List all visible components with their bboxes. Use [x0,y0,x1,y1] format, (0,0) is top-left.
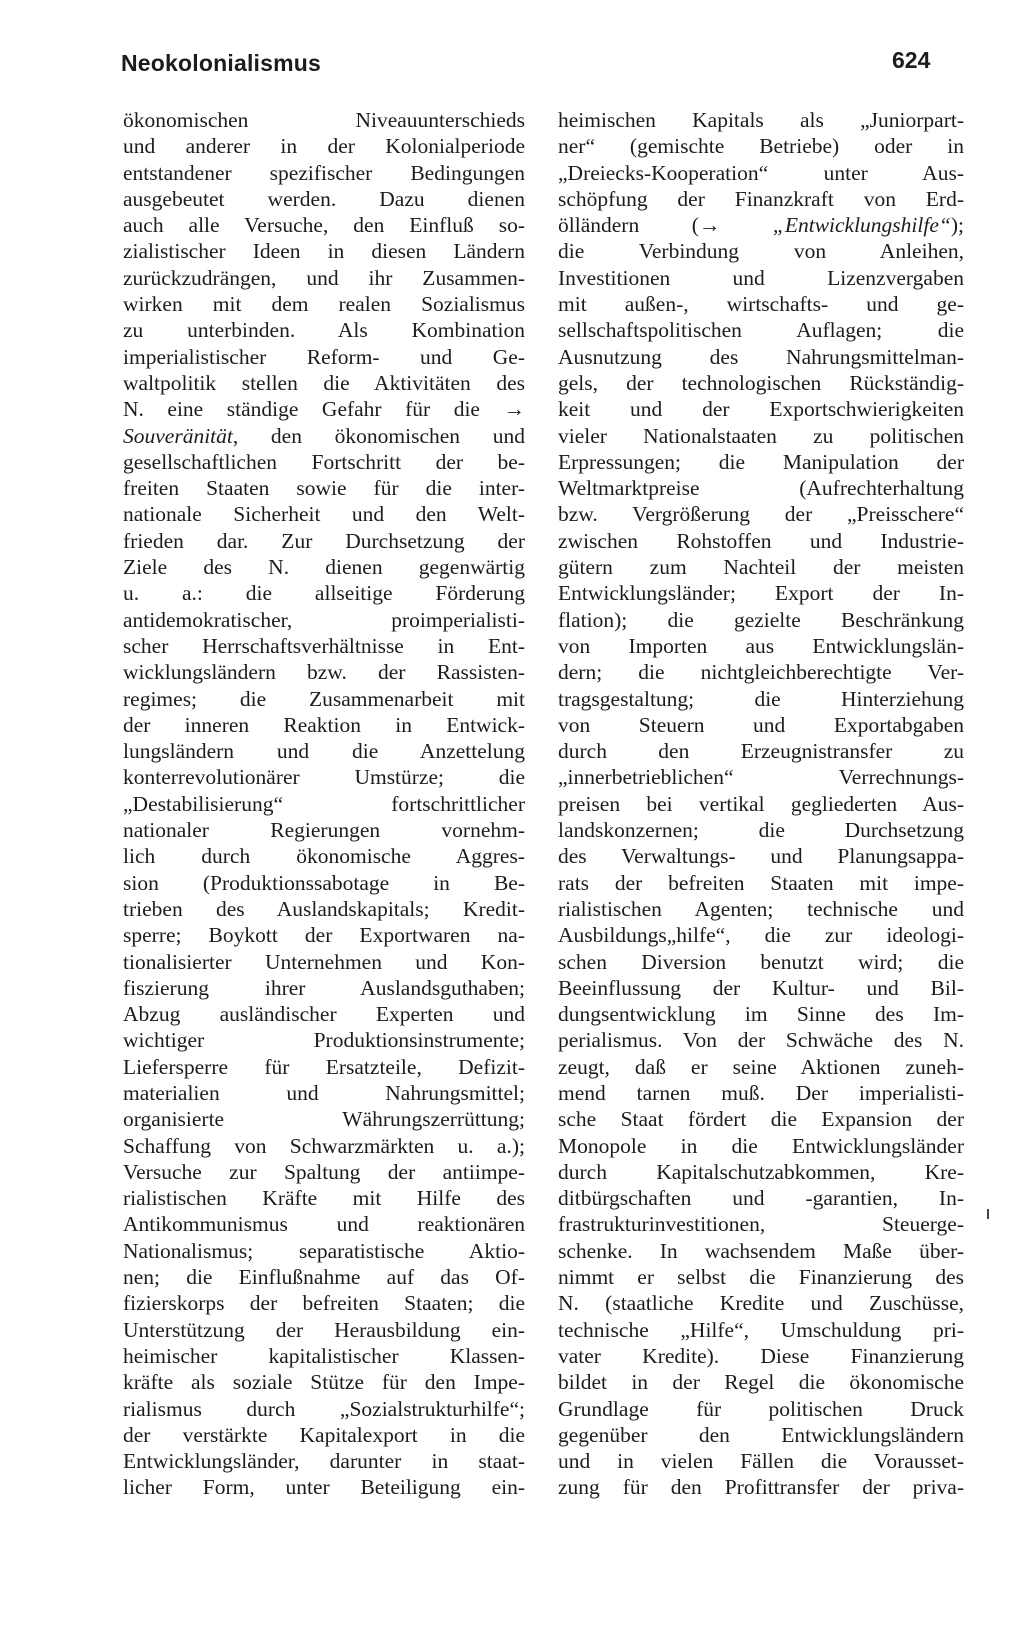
text-line: wicklungsländern bzw. der Rassisten- [123,660,525,685]
text-line: organisierte Währungszerrüttung; [123,1107,525,1132]
text-line: „innerbetrieblichen“ Verrechnungs- [558,765,964,790]
right-text-column [558,107,964,1501]
text-line: schöpfung der Finanzkraft von Erd- [558,186,964,211]
text-line: lungsländern und die Anzettelung [123,739,525,764]
text-line: technische „Hilfe“, Umschuldung pri- [558,1317,964,1342]
text-line: von Importen aus Entwicklungslän- [558,633,964,658]
text-line: und in vielen Fällen die Vorausset- [558,1449,964,1474]
text-line: licher Form, unter Beteiligung ein- [123,1475,525,1500]
text-line: lich durch ökonomische Aggres- [123,844,525,869]
text-line: sellschaftspolitischen Auflagen; die [558,318,964,343]
text-line: Grundlage für politischen Druck [558,1396,964,1421]
text-line: rialistischen Agenten; technische und [558,896,964,921]
text-line: dern; die nichtgleichberechtigte Ver- [558,660,964,685]
text-line: durch Kapitalschutzabkommen, Kre- [558,1159,964,1184]
text-line: Liefersperre für Ersatzteile, Defizit- [123,1054,525,1079]
text-line: vater Kredite). Diese Finanzierung [558,1343,964,1368]
page-header-title: Neokolonialismus [121,50,322,76]
text-line: nimmt er selbst die Finanzierung des [558,1265,964,1290]
text-line: zurückzudrängen, und ihr Zusammen- [123,265,525,290]
text-line: und anderer in der Kolonialperiode [123,134,525,159]
text-line: Schaffung von Schwarzmärkten u. a.); [123,1133,525,1158]
text-line: gesellschaftlichen Fortschritt der be- [123,449,525,474]
text-line: auch alle Versuche, den Einfluß so- [123,213,525,238]
text-line: entstandener spezifischer Bedingungen [123,160,525,185]
text-line: landskonzernen; die Durchsetzung [558,818,964,843]
text-line: nationale Sicherheit und den Welt- [123,502,525,527]
text-line: Nationalismus; separatistische Aktio- [123,1238,525,1263]
text-line: gütern zum Nachteil der meisten [558,555,964,580]
text-line: regimes; die Zusammenarbeit mit [123,686,525,711]
text-line: Weltmarktpreise (Aufrechterhaltung [558,476,964,501]
text-line: Abzug ausländischer Experten und [123,1002,525,1027]
text-line: vieler Nationalstaaten zu politischen [558,423,964,448]
text-line: zeugt, daß er seine Aktionen zuneh- [558,1054,964,1079]
text-line: die Verbindung von Anleihen, [558,239,964,264]
text-line: tragsgestaltung; die Hinterziehung [558,686,964,711]
text-line: keit und der Exportschwierigkeiten [558,397,964,422]
text-line: „Dreiecks-Kooperation“ unter Aus- [558,160,964,185]
text-line: ausgebeutet werden. Dazu dienen [123,186,525,211]
text-line: nationaler Regierungen vornehm- [123,818,525,843]
text-line: gegenüber den Entwicklungsländern [558,1422,964,1447]
text-line: rialistischen Kräfte mit Hilfe des [123,1186,525,1211]
text-line: Beeinflussung der Kultur- und Bil- [558,975,964,1000]
page-number: 624 [892,47,931,73]
text-line: ölländern (→ „Entwicklungshilfe“); [558,213,964,238]
text-line: sperre; Boykott der Exportwaren na- [123,923,525,948]
text-line: ner“ (gemischte Betriebe) oder in [558,134,964,159]
text-line: Souveränität, den ökonomischen und [123,423,525,448]
text-line: trieben des Auslandskapitals; Kredit- [123,896,525,921]
text-line: wichtiger Produktionsinstrumente; [123,1028,525,1053]
text-line: rats der befreiten Staaten mit impe- [558,870,964,895]
text-line: rialismus durch „Sozialstrukturhilfe“; [123,1396,525,1421]
text-line: nen; die Einflußnahme auf das Of- [123,1265,525,1290]
text-line: mit außen-, wirtschafts- und ge- [558,292,964,317]
text-line: waltpolitik stellen die Aktivitäten des [123,370,525,395]
text-line: freiten Staaten sowie für die inter- [123,476,525,501]
text-line: flation); die gezielte Beschränkung [558,607,964,632]
text-line: Entwicklungsländer, darunter in staat- [123,1449,525,1474]
text-line: imperialistischer Reform- und Ge- [123,344,525,369]
text-line: sche Staat fördert die Expansion der [558,1107,964,1132]
text-line: durch den Erzeugnistransfer zu [558,739,964,764]
text-line: preisen bei vertikal gegliederten Aus- [558,791,964,816]
text-line: ditbürgschaften und -garantien, In- [558,1186,964,1211]
text-line: zu unterbinden. Als Kombination [123,318,525,343]
text-line: N. eine ständige Gefahr für die → [123,397,525,422]
text-line: tionalisierter Unternehmen und Kon- [123,949,525,974]
margin-mark [987,1209,989,1219]
text-line: der verstärkte Kapitalexport in die [123,1422,525,1447]
text-line: mend tarnen muß. Der imperialisti- [558,1080,964,1105]
text-line: kräfte als soziale Stütze für den Impe- [123,1370,525,1395]
text-line: scher Herrschaftsverhältnisse in Ent- [123,633,525,658]
text-line: perialismus. Von der Schwäche des N. [558,1028,964,1053]
text-line: Ausnutzung des Nahrungsmittelman- [558,344,964,369]
text-line: fiszierung ihrer Auslandsguthaben; [123,975,525,1000]
text-line: konterrevolutionärer Umstürze; die [123,765,525,790]
text-line: schen Diversion benutzt wird; die [558,949,964,974]
text-line: Versuche zur Spaltung der antiimpe- [123,1159,525,1184]
text-line: des Verwaltungs- und Planungsappa- [558,844,964,869]
text-line: der inneren Reaktion in Entwick- [123,712,525,737]
text-line: bzw. Vergrößerung der „Preisschere“ [558,502,964,527]
text-line: N. (staatliche Kredite und Zuschüsse, [558,1291,964,1316]
text-line: heimischer kapitalistischer Klassen- [123,1343,525,1368]
text-line: zialistischer Ideen in diesen Ländern [123,239,525,264]
text-line: wirken mit dem realen Sozialismus [123,292,525,317]
text-line: gels, der technologischen Rückständig- [558,370,964,395]
text-line: Ausbildungs„hilfe“, die zur ideologi- [558,923,964,948]
text-line: frastrukturinvestitionen, Steuerge- [558,1212,964,1237]
text-line: „Destabilisierung“ fortschrittlicher [123,791,525,816]
text-line: dungsentwicklung im Sinne des Im- [558,1002,964,1027]
text-line: schenke. In wachsendem Maße über- [558,1238,964,1263]
text-line: Antikommunismus und reaktionären [123,1212,525,1237]
text-line: u. a.: die allseitige Förderung [123,581,525,606]
text-line: frieden dar. Zur Durchsetzung der [123,528,525,553]
text-line: ökonomischen Niveauunterschieds [123,108,525,132]
left-text-column [123,107,525,1501]
text-line: Erpressungen; die Manipulation der [558,449,964,474]
text-line: heimischen Kapitals als „Juniorpart- [558,108,964,132]
text-line: Entwicklungsländer; Export der In- [558,581,964,606]
text-line: von Steuern und Exportabgaben [558,712,964,737]
text-line: bildet in der Regel die ökonomische [558,1370,964,1395]
text-line: Monopole in die Entwicklungsländer [558,1133,964,1158]
text-line: Investitionen und Lizenzvergaben [558,265,964,290]
cross-reference-term: Souveränität [123,423,233,448]
text-line: zung für den Profittransfer der priva- [558,1475,964,1500]
text-line: Unterstützung der Herausbildung ein- [123,1317,525,1342]
text-line: fizierskorps der befreiten Staaten; die [123,1291,525,1316]
text-line: Ziele des N. dienen gegenwärtig [123,555,525,580]
text-line: sion (Produktionssabotage in Be- [123,870,525,895]
text-line: antidemokratischer, proimperialisti- [123,607,525,632]
cross-reference-term: „Entwicklungshilfe“ [772,213,951,238]
text-line: zwischen Rohstoffen und Industrie- [558,528,964,553]
text-line: materialien und Nahrungsmittel; [123,1080,525,1105]
